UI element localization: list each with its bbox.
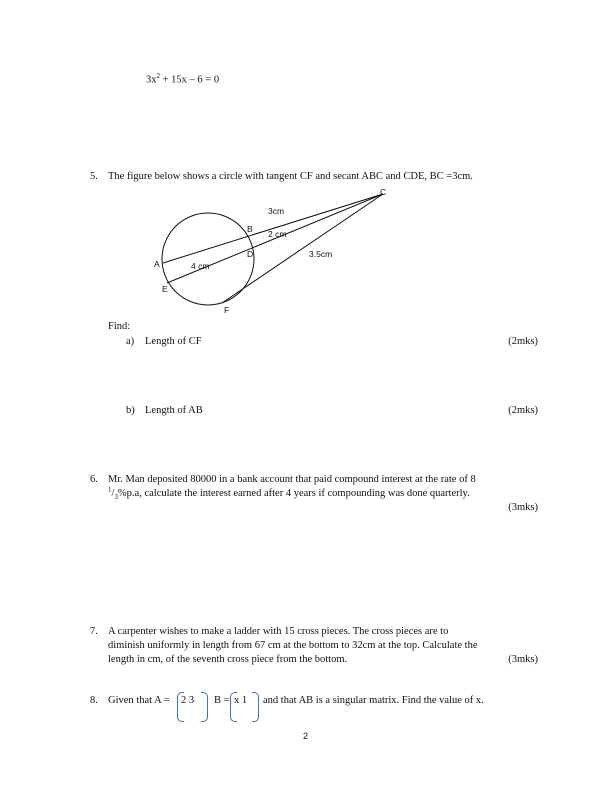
question-8-number: 8. <box>90 695 98 706</box>
page-number: 2 <box>303 731 309 741</box>
fraction-slash: / <box>111 488 115 499</box>
question-8-rest: and that AB is a singular matrix. Find the value of x. <box>263 695 484 706</box>
circle-figure <box>0 185 612 325</box>
matrix-a-entries: 2 3 <box>181 695 195 706</box>
measure-bc: 3cm <box>268 206 285 216</box>
question-5-text: The figure below shows a circle with tangent CF and secant ABC and CDE, BC =3cm. <box>108 171 473 182</box>
question-7-marks: (3mks) <box>508 654 538 665</box>
quadratic-equation <box>146 72 219 86</box>
equation-base: 3x <box>146 74 157 86</box>
question-6-line2-text: %p.a, calculate the interest earned after 4 years if compounding was done quarterly. <box>117 488 470 499</box>
question-5-number: 5. <box>90 171 98 182</box>
label-e: E <box>162 284 168 294</box>
question-7-number: 7. <box>90 626 98 637</box>
label-a: A <box>154 259 160 269</box>
fraction-numerator: 1 <box>108 485 112 494</box>
part-b-label: b) <box>126 405 135 416</box>
question-7-line1: A carpenter wishes to make a ladder with 15 cross pieces. The cross pieces are to <box>108 626 449 637</box>
question-6-marks: (3mks) <box>508 502 538 513</box>
matrix-a-right-bracket <box>201 692 208 722</box>
label-c: C <box>380 187 387 197</box>
question-6-number: 6. <box>90 474 98 485</box>
part-b-marks: (2mks) <box>508 405 538 416</box>
label-d: D <box>247 249 254 259</box>
part-a-label: a) <box>126 336 135 347</box>
equation-rest: + 15x – 6 = 0 <box>160 74 220 86</box>
measure-cf: 3.5cm <box>309 249 333 259</box>
question-8-b-label: B = <box>214 695 230 706</box>
question-7-line3: length in cm, of the seventh cross piece from the bottom. <box>108 654 348 665</box>
label-b: B <box>247 224 253 234</box>
part-a-text: Length of CF <box>145 336 202 347</box>
measure-ad: 4 cm <box>191 261 210 271</box>
measure-dc: 2 cm <box>268 229 287 239</box>
part-a-marks: (2mks) <box>508 336 538 347</box>
find-label: Find: <box>108 321 131 332</box>
question-7-line2: diminish uniformly in length from 67 cm at the bottom to 32cm at the top. Calculate the <box>108 640 478 651</box>
label-f: F <box>224 305 230 315</box>
matrix-b-entries: x 1 <box>234 695 248 706</box>
matrix-b-right-bracket <box>252 692 259 722</box>
fraction-denominator: 3 <box>114 493 118 502</box>
part-b-text: Length of AB <box>145 405 203 416</box>
equation-exponent: 2 <box>156 72 160 80</box>
question-8-given: Given that A = <box>108 695 170 706</box>
question-6-line2 <box>108 485 470 502</box>
question-6-line1: Mr. Man deposited 80000 in a bank account that paid compound interest at the rate of 8 <box>108 474 476 485</box>
